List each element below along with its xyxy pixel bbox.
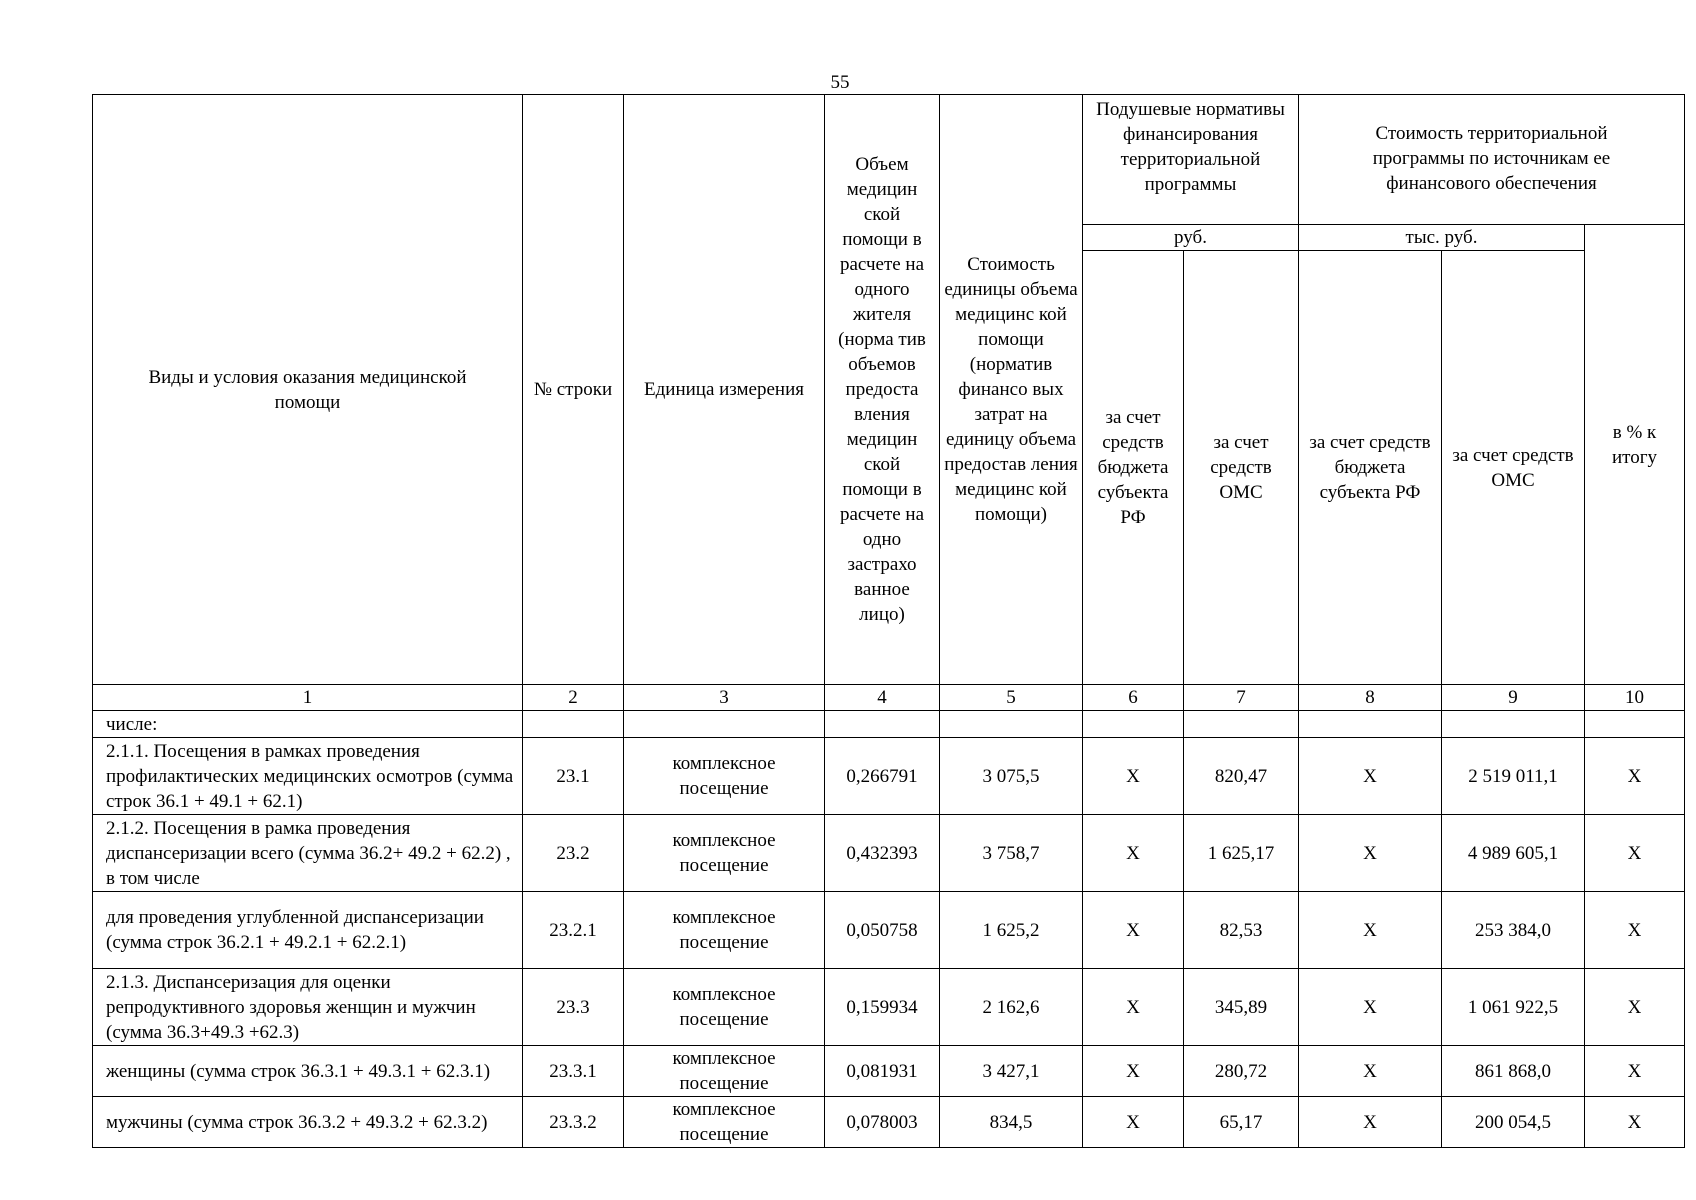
row-cost-oms: 4 989 605,1 — [1442, 815, 1585, 892]
row-volume: 0,050758 — [825, 892, 940, 969]
table-row — [93, 969, 1685, 1046]
row-volume: 0,081931 — [825, 1046, 940, 1097]
row-unit-cost: 2 162,6 — [940, 969, 1083, 1046]
column-number: 1 — [93, 685, 523, 711]
row-per-capita-budget: X — [1083, 1097, 1184, 1148]
header-volume: Объем медицин ской помощи в расчете на одного жителя (норма тив объемов предоста вления медицин ской помощи в расчете на одно застрахо ванное лицо) — [825, 95, 940, 685]
row-per-capita-budget: X — [1083, 892, 1184, 969]
row-name: 2.1.1. Посещения в рамках проведения профилактических медицинских осмотров (сумма строк 36.1 + 49.1 + 62.1) — [93, 738, 523, 815]
row-percent: X — [1585, 892, 1685, 969]
row-percent: X — [1585, 1046, 1685, 1097]
page-number: 55 — [830, 72, 850, 93]
header-line-number: № строки — [523, 95, 624, 685]
row-line-number: 23.3.2 — [523, 1097, 624, 1148]
header-cost-oms: за счет средств ОМС — [1442, 251, 1585, 685]
header-per-capita-budget: за счет средств бюджета субъекта РФ — [1083, 251, 1184, 685]
row-per-capita-oms: 65,17 — [1184, 1097, 1299, 1148]
row-name: 2.1.3. Диспансеризация для оценки репродуктивного здоровья женщин и мужчин (сумма 36.3+49.3 +62.3) — [93, 969, 523, 1046]
row-cost-oms: 2 519 011,1 — [1442, 738, 1585, 815]
row-cost-budget: X — [1299, 1046, 1442, 1097]
row-unit: комплексное посещение — [624, 1046, 825, 1097]
row-name: для проведения углубленной диспансеризации (сумма строк 36.2.1 + 49.2.1 + 62.2.1) — [93, 892, 523, 969]
column-number: 10 — [1585, 685, 1685, 711]
continuation-row — [93, 711, 1685, 738]
row-cost-budget: X — [1299, 815, 1442, 892]
row-unit: комплексное посещение — [624, 892, 825, 969]
row-volume: 0,266791 — [825, 738, 940, 815]
table-row — [93, 892, 1685, 969]
row-unit-cost: 3 758,7 — [940, 815, 1083, 892]
column-number: 8 — [1299, 685, 1442, 711]
row-unit: комплексное посещение — [624, 969, 825, 1046]
row-cost-budget: X — [1299, 1097, 1442, 1148]
header-kind-of-care: Виды и условия оказания медицинской помощи — [93, 95, 523, 685]
header-unit: Единица измерения — [624, 95, 825, 685]
table-row — [93, 738, 1685, 815]
table-row — [93, 1046, 1685, 1097]
column-number-row — [93, 685, 1685, 711]
table-row — [93, 815, 1685, 892]
row-line-number: 23.2 — [523, 815, 624, 892]
row-cost-oms: 1 061 922,5 — [1442, 969, 1585, 1046]
header-unit-thousand-rub: тыс. руб. — [1299, 225, 1585, 251]
row-per-capita-budget: X — [1083, 815, 1184, 892]
header-cost-group: Стоимость территориальной программы по источникам ее финансового обеспечения — [1299, 95, 1685, 225]
row-volume: 0,432393 — [825, 815, 940, 892]
row-unit-cost: 1 625,2 — [940, 892, 1083, 969]
table-row — [93, 1097, 1685, 1148]
column-number: 2 — [523, 685, 624, 711]
row-cost-budget: X — [1299, 969, 1442, 1046]
row-unit-cost: 3 075,5 — [940, 738, 1083, 815]
row-per-capita-budget: X — [1083, 1046, 1184, 1097]
row-per-capita-oms: 1 625,17 — [1184, 815, 1299, 892]
row-cost-budget: X — [1299, 892, 1442, 969]
row-cost-oms: 861 868,0 — [1442, 1046, 1585, 1097]
row-cost-oms: 253 384,0 — [1442, 892, 1585, 969]
header-per-capita-oms: за счет средств ОМС — [1184, 251, 1299, 685]
column-number: 7 — [1184, 685, 1299, 711]
header-cost-budget: за счет средств бюджета субъекта РФ — [1299, 251, 1442, 685]
column-number: 6 — [1083, 685, 1184, 711]
row-per-capita-budget: X — [1083, 738, 1184, 815]
row-unit: комплексное посещение — [624, 815, 825, 892]
row-unit-cost: 834,5 — [940, 1097, 1083, 1148]
row-per-capita-oms: 280,72 — [1184, 1046, 1299, 1097]
row-volume: 0,078003 — [825, 1097, 940, 1148]
row-volume: 0,159934 — [825, 969, 940, 1046]
row-per-capita-budget: X — [1083, 969, 1184, 1046]
row-name: мужчины (сумма строк 36.3.2 + 49.3.2 + 62.3.2) — [93, 1097, 523, 1148]
column-number: 3 — [624, 685, 825, 711]
header-unit-cost: Стоимость единицы объема медицинс кой помощи (норматив финансо вых затрат на единицу объема предостав ления медицинс кой помощи) — [940, 95, 1083, 685]
row-cost-budget: X — [1299, 738, 1442, 815]
header-per-capita-group: Подушевые нормативы финансирования территориальной программы — [1083, 95, 1299, 225]
row-unit: комплексное посещение — [624, 1097, 825, 1148]
row-name: женщины (сумма строк 36.3.1 + 49.3.1 + 62.3.1) — [93, 1046, 523, 1097]
column-number: 5 — [940, 685, 1083, 711]
row-line-number: 23.3 — [523, 969, 624, 1046]
row-unit: комплексное посещение — [624, 738, 825, 815]
row-percent: X — [1585, 738, 1685, 815]
row-percent: X — [1585, 1097, 1685, 1148]
row-per-capita-oms: 820,47 — [1184, 738, 1299, 815]
financing-table — [92, 94, 1685, 1148]
row-line-number: 23.3.1 — [523, 1046, 624, 1097]
header-percent-of-total: в % к итогу — [1585, 225, 1685, 685]
row-per-capita-oms: 82,53 — [1184, 892, 1299, 969]
row-percent: X — [1585, 815, 1685, 892]
row-cost-oms: 200 054,5 — [1442, 1097, 1585, 1148]
header-unit-rub: руб. — [1083, 225, 1299, 251]
row-percent: X — [1585, 969, 1685, 1046]
row-per-capita-oms: 345,89 — [1184, 969, 1299, 1046]
row-line-number: 23.2.1 — [523, 892, 624, 969]
row-line-number: 23.1 — [523, 738, 624, 815]
row-unit-cost: 3 427,1 — [940, 1046, 1083, 1097]
continuation-text: числе: — [93, 711, 523, 738]
row-name: 2.1.2. Посещения в рамка проведения диспансеризации всего (сумма 36.2+ 49.2 + 62.2) , в том числе — [93, 815, 523, 892]
column-number: 9 — [1442, 685, 1585, 711]
column-number: 4 — [825, 685, 940, 711]
